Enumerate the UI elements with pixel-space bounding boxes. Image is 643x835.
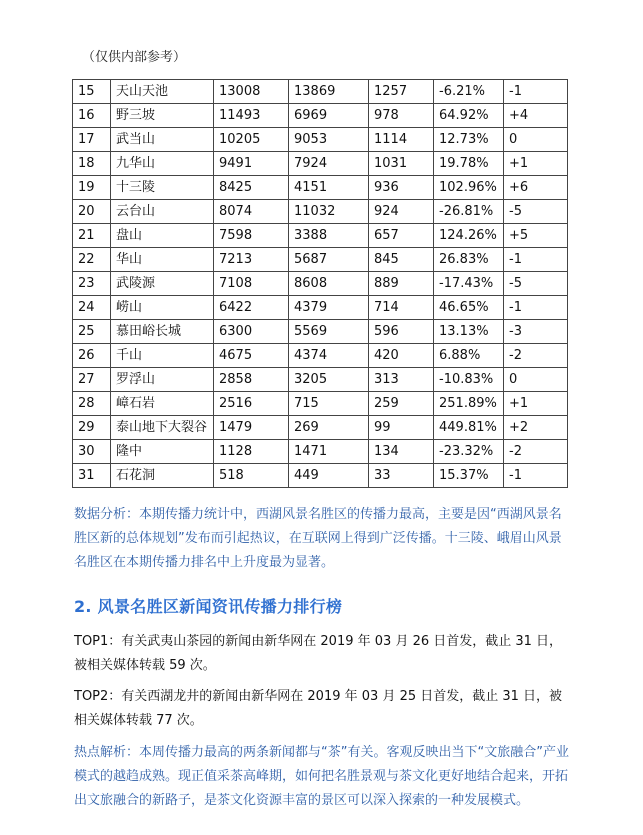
value-a-cell: 7108 — [214, 272, 289, 296]
rank-change-cell: -5 — [504, 200, 568, 224]
rank-change-cell: -3 — [504, 320, 568, 344]
value-a-cell: 7213 — [214, 248, 289, 272]
table-row — [73, 464, 568, 488]
data-analysis-text: 数据分析：本期传播力统计中，西湖风景名胜区的传播力最高，主要是因“西湖风景名胜区新的总体规划”发布而引起热议，在互联网上得到广泛传播。十三陵、峨眉山风景名胜区在本期传播力排名中上升度最为显著。 — [74, 507, 562, 570]
rank-change-cell: -2 — [504, 440, 568, 464]
change-pct-cell: 26.83% — [434, 248, 504, 272]
value-c-cell: 714 — [369, 296, 434, 320]
change-pct-cell: 13.13% — [434, 320, 504, 344]
value-c-cell: 313 — [369, 368, 434, 392]
name-cell: 云台山 — [111, 200, 214, 224]
rank-cell: 29 — [73, 416, 111, 440]
rank-cell: 27 — [73, 368, 111, 392]
change-pct-cell: -10.83% — [434, 368, 504, 392]
table-row — [73, 128, 568, 152]
rank-change-cell: -1 — [504, 248, 568, 272]
table-row — [73, 152, 568, 176]
table-row — [73, 440, 568, 464]
value-c-cell: 33 — [369, 464, 434, 488]
name-cell: 慕田峪长城 — [111, 320, 214, 344]
top2-news-text: TOP2：有关西湖龙井的新闻由新华网在 2019 年 03 月 25 日首发，截止 31 日，被相关媒体转载 77 次。 — [74, 689, 563, 728]
change-pct-cell: 64.92% — [434, 104, 504, 128]
change-pct-cell: 449.81% — [434, 416, 504, 440]
table-row — [73, 368, 568, 392]
change-pct-cell: 19.78% — [434, 152, 504, 176]
value-c-cell: 420 — [369, 344, 434, 368]
value-b-cell: 6969 — [289, 104, 369, 128]
name-cell: 石花洞 — [111, 464, 214, 488]
name-cell: 十三陵 — [111, 176, 214, 200]
rank-cell: 21 — [73, 224, 111, 248]
value-b-cell: 5569 — [289, 320, 369, 344]
name-cell: 隆中 — [111, 440, 214, 464]
top1-news-text: TOP1：有关武夷山茶园的新闻由新华网在 2019 年 03 月 26 日首发，截止 31 日，被相关媒体转载 59 次。 — [74, 634, 563, 673]
value-b-cell: 4374 — [289, 344, 369, 368]
value-b-cell: 3388 — [289, 224, 369, 248]
change-pct-cell: 102.96% — [434, 176, 504, 200]
value-b-cell: 7924 — [289, 152, 369, 176]
value-a-cell: 11493 — [214, 104, 289, 128]
value-c-cell: 1031 — [369, 152, 434, 176]
change-pct-cell: 46.65% — [434, 296, 504, 320]
rank-cell: 16 — [73, 104, 111, 128]
value-b-cell: 4151 — [289, 176, 369, 200]
change-pct-cell: 251.89% — [434, 392, 504, 416]
rank-cell: 28 — [73, 392, 111, 416]
rank-change-cell: +5 — [504, 224, 568, 248]
rank-change-cell: -1 — [504, 80, 568, 104]
value-c-cell: 134 — [369, 440, 434, 464]
table-row — [73, 392, 568, 416]
value-b-cell: 449 — [289, 464, 369, 488]
name-cell: 泰山地下大裂谷 — [111, 416, 214, 440]
value-b-cell: 8608 — [289, 272, 369, 296]
name-cell: 崂山 — [111, 296, 214, 320]
section-heading: 2. 风景名胜区新闻资讯传播力排行榜 — [74, 597, 343, 616]
value-b-cell: 9053 — [289, 128, 369, 152]
rank-cell: 30 — [73, 440, 111, 464]
table-row — [73, 224, 568, 248]
rank-cell: 19 — [73, 176, 111, 200]
value-a-cell: 2858 — [214, 368, 289, 392]
table-row — [73, 104, 568, 128]
name-cell: 九华山 — [111, 152, 214, 176]
value-a-cell: 518 — [214, 464, 289, 488]
table-row — [73, 272, 568, 296]
name-cell: 武陵源 — [111, 272, 214, 296]
value-c-cell: 845 — [369, 248, 434, 272]
name-cell: 嶂石岩 — [111, 392, 214, 416]
value-c-cell: 1114 — [369, 128, 434, 152]
value-b-cell: 13869 — [289, 80, 369, 104]
value-c-cell: 978 — [369, 104, 434, 128]
table-row — [73, 248, 568, 272]
value-a-cell: 7598 — [214, 224, 289, 248]
value-b-cell: 4379 — [289, 296, 369, 320]
value-a-cell: 1479 — [214, 416, 289, 440]
ranking-table — [72, 79, 568, 488]
rank-cell: 22 — [73, 248, 111, 272]
table-row — [73, 416, 568, 440]
rank-cell: 15 — [73, 80, 111, 104]
name-cell: 盘山 — [111, 224, 214, 248]
table-row — [73, 320, 568, 344]
change-pct-cell: 6.88% — [434, 344, 504, 368]
value-c-cell: 259 — [369, 392, 434, 416]
value-c-cell: 889 — [369, 272, 434, 296]
value-a-cell: 8425 — [214, 176, 289, 200]
ranking-table-body — [73, 80, 568, 488]
value-a-cell: 13008 — [214, 80, 289, 104]
hot-analysis-text: 热点解析：本周传播力最高的两条新闻都与“茶”有关。客观反映出当下“文旅融合”产业模式的越趋成熟。现正值采茶高峰期，如何把名胜景观与茶文化更好地结合起来，开拓出文旅融合的新路子，是茶文化资源丰富的景区可以深入探索的一种发展模式。 — [74, 745, 569, 808]
value-a-cell: 6422 — [214, 296, 289, 320]
value-c-cell: 596 — [369, 320, 434, 344]
value-c-cell: 99 — [369, 416, 434, 440]
change-pct-cell: -23.32% — [434, 440, 504, 464]
name-cell: 天山天池 — [111, 80, 214, 104]
rank-cell: 20 — [73, 200, 111, 224]
change-pct-cell: 124.26% — [434, 224, 504, 248]
change-pct-cell: 15.37% — [434, 464, 504, 488]
rank-change-cell: -2 — [504, 344, 568, 368]
name-cell: 华山 — [111, 248, 214, 272]
rank-cell: 18 — [73, 152, 111, 176]
value-b-cell: 269 — [289, 416, 369, 440]
value-a-cell: 2516 — [214, 392, 289, 416]
change-pct-cell: -6.21% — [434, 80, 504, 104]
name-cell: 野三坡 — [111, 104, 214, 128]
rank-cell: 26 — [73, 344, 111, 368]
value-b-cell: 11032 — [289, 200, 369, 224]
rank-change-cell: 0 — [504, 128, 568, 152]
value-a-cell: 8074 — [214, 200, 289, 224]
value-a-cell: 9491 — [214, 152, 289, 176]
value-b-cell: 3205 — [289, 368, 369, 392]
value-c-cell: 657 — [369, 224, 434, 248]
rank-change-cell: -1 — [504, 296, 568, 320]
rank-cell: 23 — [73, 272, 111, 296]
rank-change-cell: +1 — [504, 152, 568, 176]
rank-change-cell: +2 — [504, 416, 568, 440]
value-a-cell: 10205 — [214, 128, 289, 152]
rank-cell: 31 — [73, 464, 111, 488]
table-row — [73, 296, 568, 320]
table-row — [73, 200, 568, 224]
name-cell: 千山 — [111, 344, 214, 368]
change-pct-cell: 12.73% — [434, 128, 504, 152]
change-pct-cell: -26.81% — [434, 200, 504, 224]
change-pct-cell: -17.43% — [434, 272, 504, 296]
value-a-cell: 6300 — [214, 320, 289, 344]
internal-reference-note: （仅供内部参考） — [82, 50, 187, 65]
value-a-cell: 4675 — [214, 344, 289, 368]
rank-cell: 17 — [73, 128, 111, 152]
value-c-cell: 936 — [369, 176, 434, 200]
rank-change-cell: -1 — [504, 464, 568, 488]
value-b-cell: 1471 — [289, 440, 369, 464]
rank-change-cell: 0 — [504, 368, 568, 392]
rank-change-cell: +4 — [504, 104, 568, 128]
value-c-cell: 1257 — [369, 80, 434, 104]
table-row — [73, 176, 568, 200]
table-row — [73, 80, 568, 104]
rank-cell: 25 — [73, 320, 111, 344]
value-b-cell: 715 — [289, 392, 369, 416]
rank-change-cell: +6 — [504, 176, 568, 200]
rank-cell: 24 — [73, 296, 111, 320]
value-c-cell: 924 — [369, 200, 434, 224]
value-b-cell: 5687 — [289, 248, 369, 272]
rank-change-cell: -5 — [504, 272, 568, 296]
value-a-cell: 1128 — [214, 440, 289, 464]
rank-change-cell: +1 — [504, 392, 568, 416]
table-row — [73, 344, 568, 368]
name-cell: 武当山 — [111, 128, 214, 152]
name-cell: 罗浮山 — [111, 368, 214, 392]
